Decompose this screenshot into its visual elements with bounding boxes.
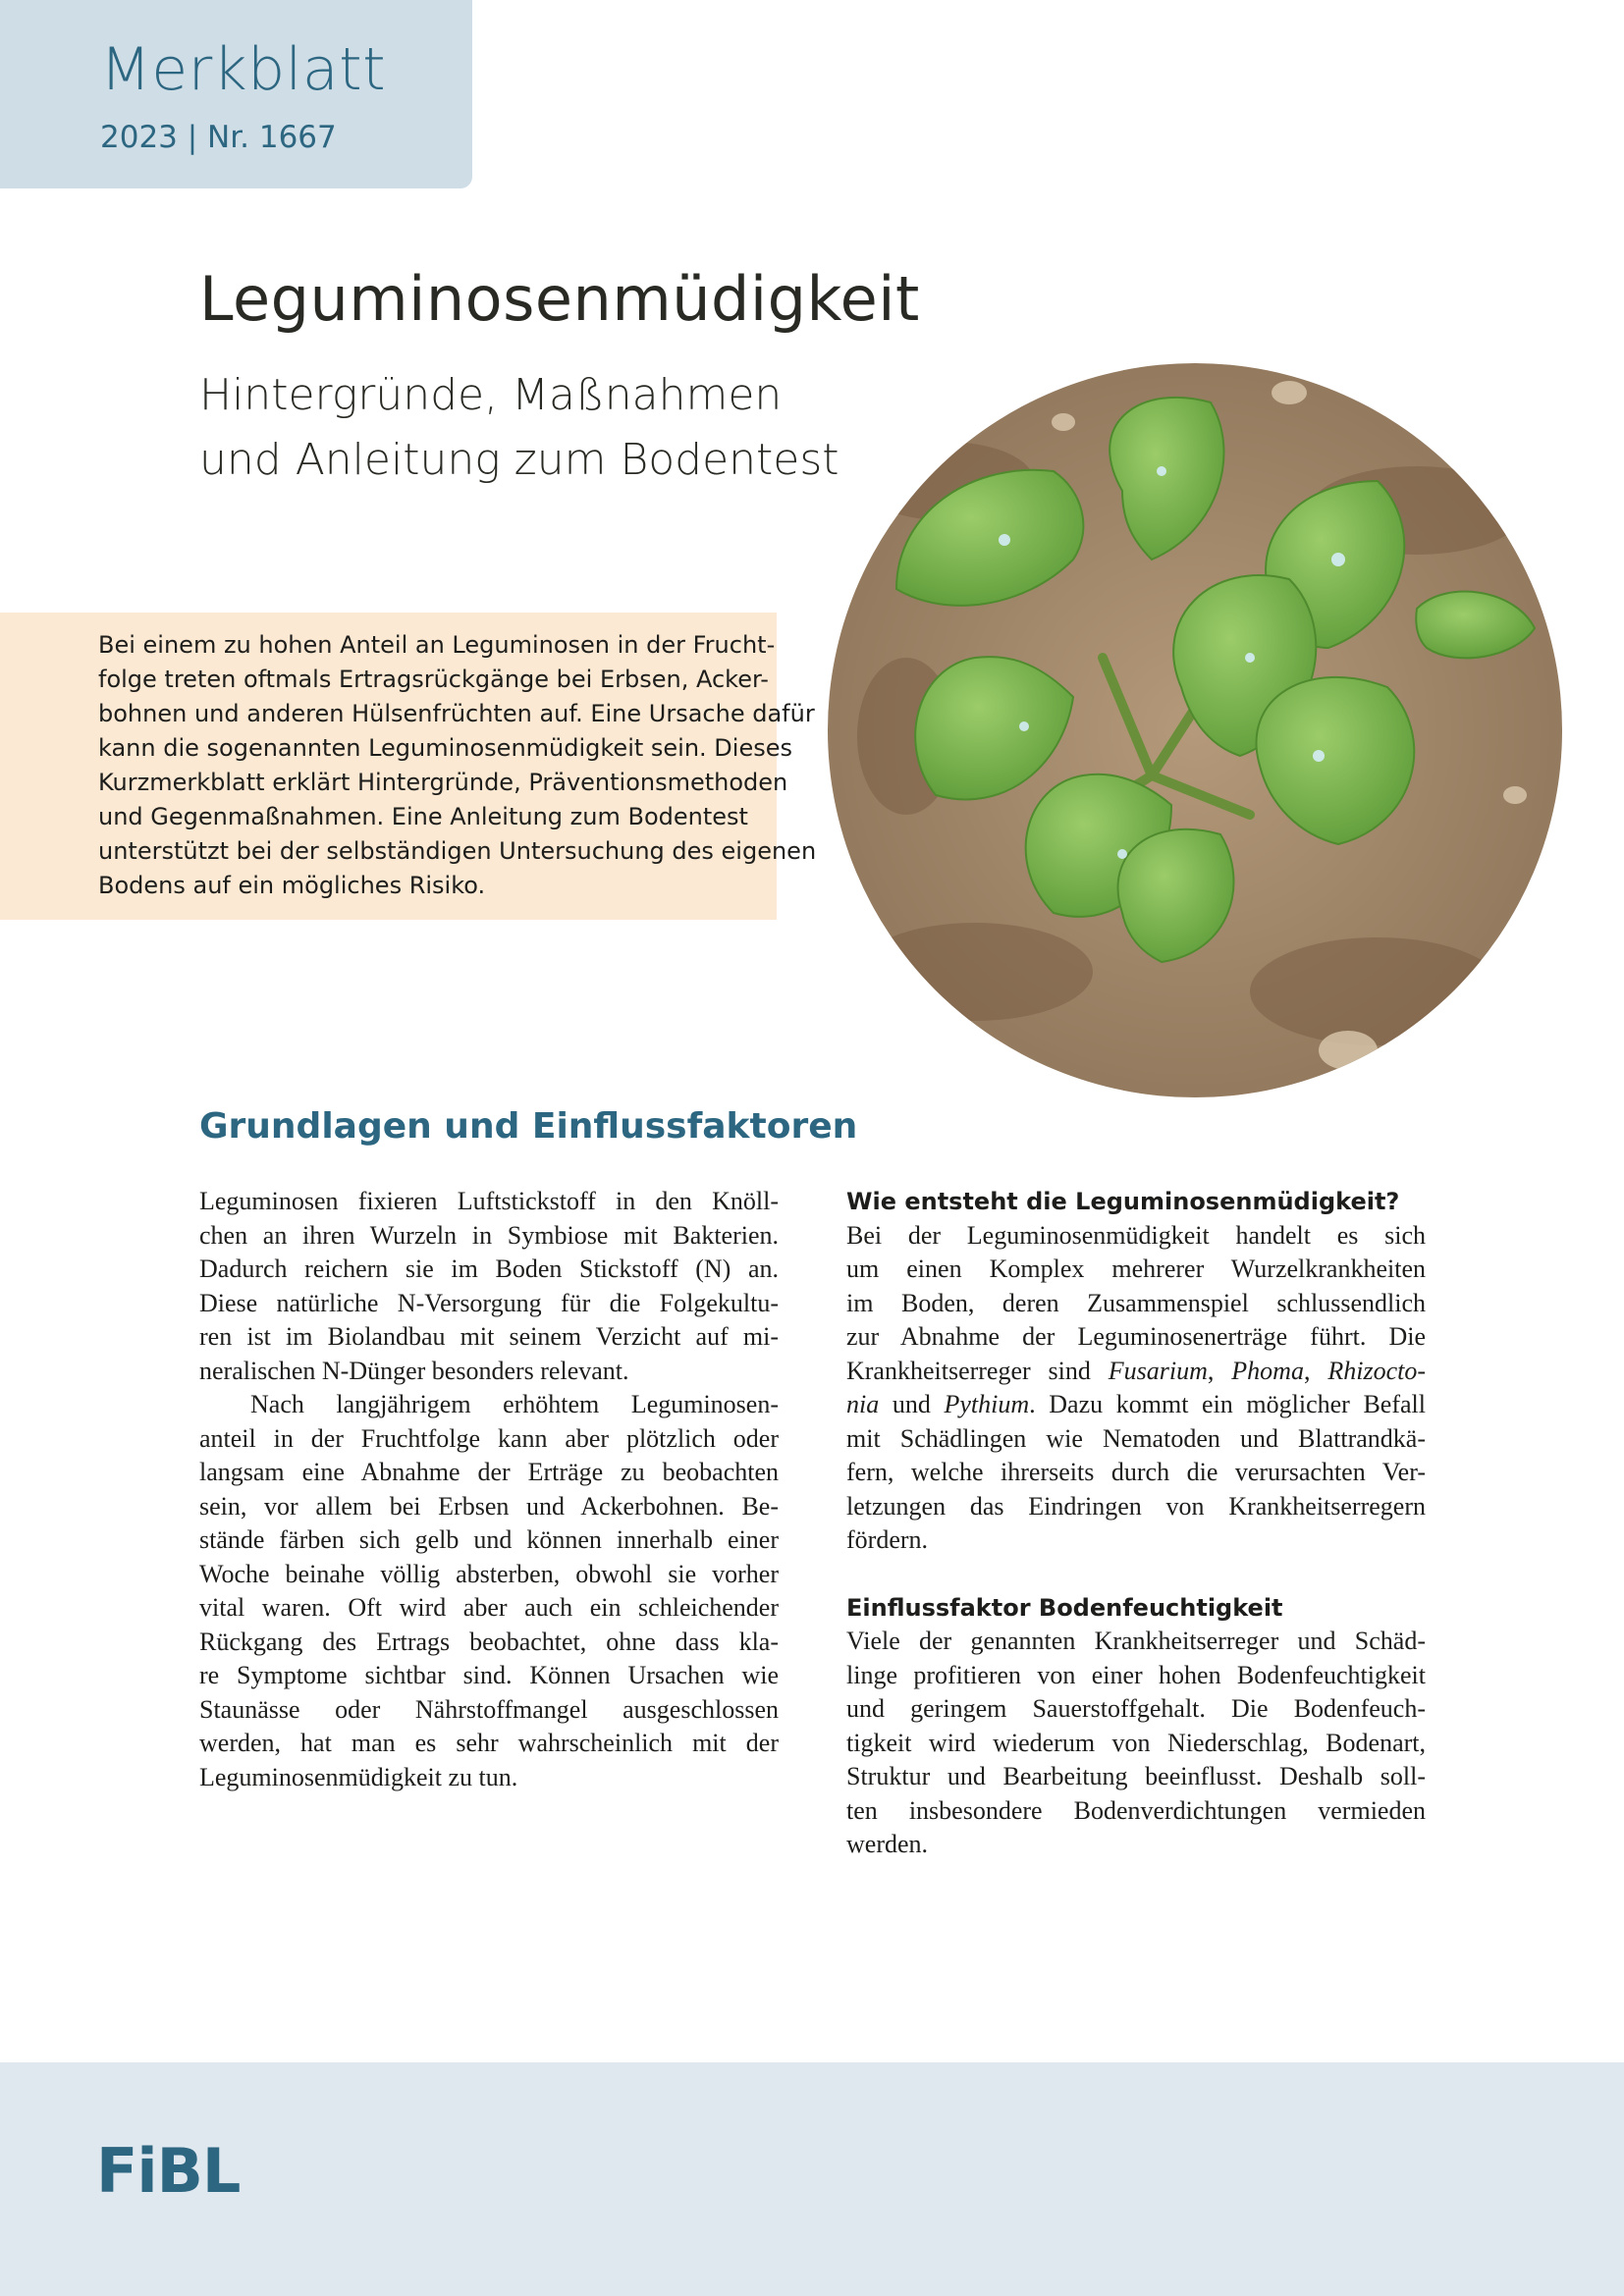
text-line: Struktur und Bearbeitung beeinflusst. Deshalb soll- <box>846 1762 1426 1790</box>
text-line: Leguminosen fixieren Luftstickstoff in den Knöll- <box>199 1187 779 1215</box>
text-line: Viele der genannten Krankheitserreger und Schäd- <box>846 1627 1426 1655</box>
text-line: ten insbesondere Bodenverdichtungen vermieden <box>846 1795 1426 1825</box>
pathogen-name: Fusarium <box>1108 1356 1208 1385</box>
text-line: Woche beinahe völlig absterben, obwohl sie vorher <box>199 1559 779 1588</box>
issue-number: 2023 | Nr. 1667 <box>100 120 337 155</box>
text-line: im Boden, deren Zusammenspiel schlussendlich <box>846 1288 1426 1317</box>
subheading-origin: Wie entsteht die Leguminosenmüdigkeit? <box>846 1188 1400 1215</box>
text-fragment: , <box>1207 1356 1232 1385</box>
text-line: stände färben sich gelb und können innerhalb einer <box>199 1525 779 1554</box>
intro-text <box>98 628 817 903</box>
text-fragment: . Dazu kommt ein möglicher Befall <box>1029 1390 1426 1418</box>
text-fragment: und <box>879 1390 945 1418</box>
subtitle-line: Hintergründe, Maßnahmen <box>199 370 783 420</box>
section-title: Grundlagen und Einflussfaktoren <box>199 1106 858 1147</box>
text-line: anteil in der Fruchtfolge kann aber plötzlich oder <box>199 1423 779 1453</box>
text-line: letzungen das Eindringen von Krankheitserregern <box>846 1491 1426 1521</box>
text-line: Diese natürliche N-Versorgung für die Folgekultu- <box>199 1288 779 1317</box>
text-line: Dadurch reichern sie im Boden Stickstoff (N) an. <box>199 1255 779 1283</box>
subheading-soil-moisture: Einflussfaktor Bodenfeuchtigkeit <box>846 1593 1283 1622</box>
text-line: neralischen N-Dünger besonders relevant. <box>199 1356 629 1385</box>
text-line: zur Abnahme der Leguminosenerträge führt. Die <box>846 1322 1426 1351</box>
text-line: langsam eine Abnahme der Erträge zu beobachten <box>199 1458 779 1486</box>
text-line: Nach langjährigem erhöhtem Leguminosen- <box>250 1390 779 1418</box>
text-line: werden. <box>846 1830 929 1858</box>
fibl-logo: FiBL <box>96 2135 241 2207</box>
text-line: sein, vor allem bei Erbsen und Ackerbohnen. Be- <box>199 1491 779 1521</box>
intro-line: kann die sogenannten Leguminosenmüdigkeit sein. Dieses <box>98 734 792 762</box>
intro-line: folge treten oftmals Ertragsrückgänge bei Erbsen, Acker- <box>98 666 769 693</box>
intro-line: Kurzmerkblatt erklärt Hintergründe, Präventionsmethoden <box>98 769 788 796</box>
text-line: Bei der Leguminosenmüdigkeit handelt es sich <box>846 1220 1426 1250</box>
seedling-illustration <box>828 363 1562 1097</box>
text-line: werden, hat man es sehr wahrscheinlich mit der <box>199 1729 779 1757</box>
paragraph <box>846 1219 1426 1558</box>
subtitle-line: und Anleitung zum Bodentest <box>199 435 839 485</box>
page-title: Leguminosenmüdigkeit <box>199 263 920 335</box>
text-line: tigkeit wird wiederum von Niederschlag, Bodenart, <box>846 1728 1426 1757</box>
paragraph-gap <box>846 1558 1426 1591</box>
text-line: um einen Komplex mehrerer Wurzelkrankheiten <box>846 1255 1426 1283</box>
text-line: linge profitieren von einer hohen Bodenfeuchtigkeit <box>846 1660 1426 1689</box>
paragraph <box>199 1388 779 1794</box>
text-line: Rückgang des Ertrags beobachtet, ohne dass kla- <box>199 1627 779 1656</box>
left-column <box>199 1185 779 1794</box>
text-line: fern, welche ihrerseits durch die verursachten Ver- <box>846 1458 1426 1486</box>
text-line: ren ist im Biolandbau mit seinem Verzicht auf mi- <box>199 1322 779 1351</box>
intro-line: Bodens auf ein mögliches Risiko. <box>98 872 486 899</box>
pathogen-name: nia <box>846 1390 880 1418</box>
text-line: re Symptome sichtbar sind. Können Ursachen wie <box>199 1661 779 1689</box>
text-line <box>846 1388 1426 1422</box>
text-line: vital waren. Oft wird aber auch ein schleichender <box>199 1593 779 1622</box>
intro-line: und Gegenmaßnahmen. Eine Anleitung zum Bodentest <box>98 803 748 830</box>
text-line <box>846 1355 1426 1389</box>
paragraph <box>199 1185 779 1388</box>
intro-line: unterstützt bei der selbständigen Untersuchung des eigenen <box>98 837 817 865</box>
text-line: fördern. <box>846 1525 929 1554</box>
text-fragment: Krankheitserreger sind <box>846 1356 1109 1385</box>
text-line: Staunässe oder Nährstoffmangel ausgeschlossen <box>199 1694 779 1724</box>
footer-band <box>0 2062 1624 2296</box>
intro-line: Bei einem zu hohen Anteil an Leguminosen in der Frucht- <box>98 631 776 659</box>
intro-line: bohnen und anderen Hülsenfrüchten auf. Eine Ursache dafür <box>98 700 815 727</box>
brand-label: Merkblatt <box>100 35 387 104</box>
text-line: chen an ihren Wurzeln in Symbiose mit Bakterien. <box>199 1220 779 1250</box>
text-line: Leguminosenmüdigkeit zu tun. <box>199 1762 518 1791</box>
right-column <box>846 1185 1426 1862</box>
paragraph <box>846 1625 1426 1862</box>
pathogen-name: Pythium <box>944 1390 1030 1418</box>
text-line: und geringem Sauerstoffgehalt. Die Bodenfeuch- <box>846 1694 1426 1723</box>
page-subtitle <box>199 363 887 493</box>
seedling-photo <box>828 363 1562 1097</box>
text-fragment: , <box>1303 1356 1328 1385</box>
text-line: mit Schädlingen wie Nematoden und Blattrandkä- <box>846 1423 1426 1453</box>
pathogen-name: Phoma <box>1231 1356 1304 1385</box>
pathogen-name: Rhizocto- <box>1327 1356 1427 1385</box>
